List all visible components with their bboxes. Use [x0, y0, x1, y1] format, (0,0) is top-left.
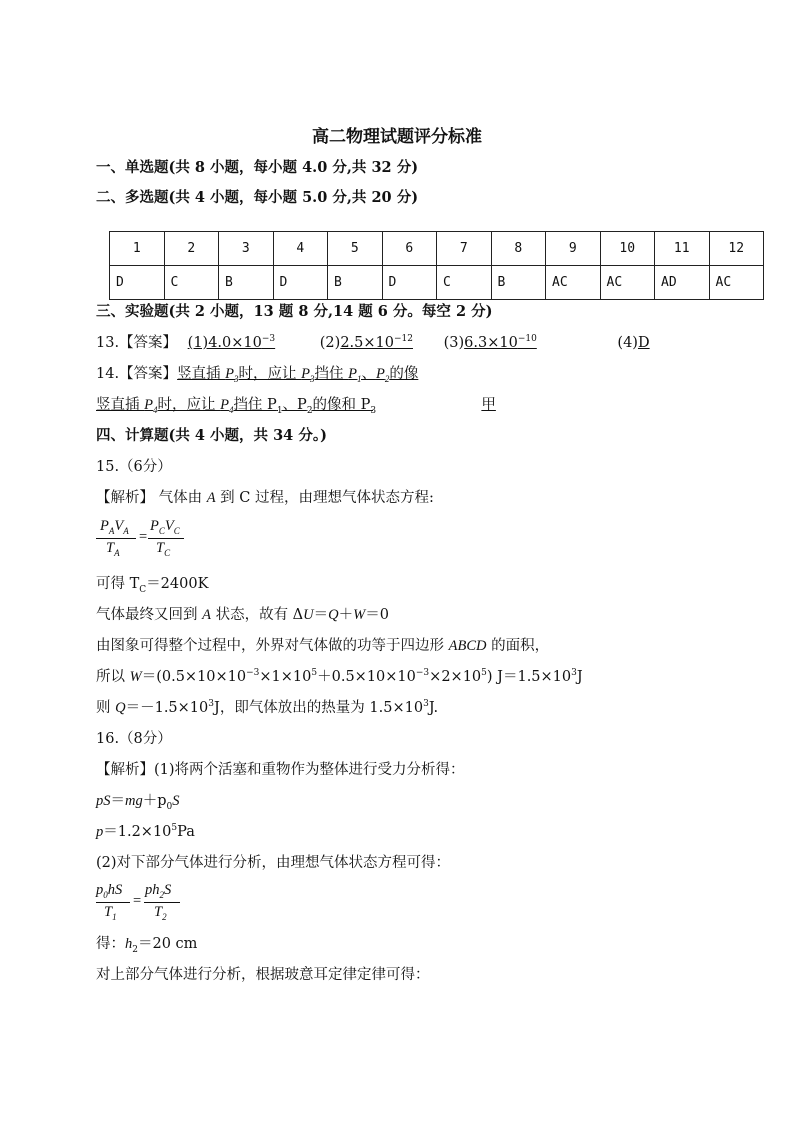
section-multi-choice: 二、多选题(共 4 小题，每小题 5.0 分,共 20 分)	[96, 189, 419, 206]
question-number: 5	[328, 232, 383, 266]
section-calculation: 四、计算题(共 4 小题，共 34 分。)	[96, 427, 327, 444]
q16-analysis-intro: 【解析】(1)将两个活塞和重物作为整体进行受力分析得：	[96, 762, 465, 778]
q13-answer-line	[96, 333, 650, 353]
q13-answer-2: $2.5\times 10^{-12}$	[340, 334, 413, 351]
q15-analysis-intro: 【解析】 气体由 A 到 C 过程，由理想气体状态方程:	[96, 490, 434, 506]
question-number: 8	[491, 232, 546, 266]
q15-work-area: 由图象可得整个过程中，外界对气体做的功等于四边形 ABCD 的面积，	[96, 638, 550, 654]
fraction-bar	[96, 902, 130, 903]
q13-answer-4-prefix: (4)	[617, 335, 638, 351]
question-number: 7	[437, 232, 492, 266]
question-number: 12	[709, 232, 764, 266]
fraction-bar	[148, 538, 184, 539]
question-number: 3	[219, 232, 274, 266]
q16-gas-equation	[96, 882, 196, 928]
answer-cell: AC	[600, 266, 655, 300]
q13-answer-3: $6.3\times 10^{-10}$	[464, 334, 537, 351]
question-number: 9	[546, 232, 601, 266]
question-number: 1	[110, 232, 165, 266]
q13-answer-3-prefix: (3)	[443, 335, 465, 351]
question-number: 6	[382, 232, 437, 266]
q14-answer-1: 竖直插 $P_3$时，应让 $P_3$挡住 $P_1$、$P_2$的像	[177, 366, 419, 384]
fraction-denominator: $T_C$	[156, 540, 171, 558]
answer-cell: C	[437, 266, 492, 300]
fraction-numerator: $ph_2S$	[145, 882, 172, 900]
fraction-numerator: $P_AV_A$	[100, 518, 129, 536]
q14-answer-line-1	[96, 364, 418, 384]
answer-cell: B	[491, 266, 546, 300]
answer-cell: B	[219, 266, 274, 300]
question-number: 10	[600, 232, 655, 266]
answer-cell: D	[382, 266, 437, 300]
q15-gas-equation	[96, 518, 196, 564]
fraction-bar	[144, 902, 180, 903]
q15-work-value: 所以 $W=(0.5\times 10\times 10^{-3}\times 1\times 10^5+0.5\times 10\times 10^{-3}\times 2\times 10^5)$ $J=1.5\times 10^3J$	[96, 668, 583, 685]
q13-answer-4: D	[637, 335, 650, 351]
answer-cell: B	[328, 266, 383, 300]
question-number: 4	[273, 232, 328, 266]
q16-heading: 16.（8分）	[96, 731, 172, 747]
q16-upper-gas-intro: 对上部分气体进行分析，根据玻意耳定律定律可得：	[96, 967, 430, 983]
answer-cell: C	[164, 266, 219, 300]
fraction-denominator: $T_2$	[154, 904, 167, 922]
q16-pressure-result: $p=1.2\times 10^5Pa$	[96, 823, 195, 840]
fraction-numerator: $p_0hS$	[96, 882, 123, 900]
answer-table-number-row	[110, 232, 764, 266]
fraction-denominator: $T_A$	[106, 540, 120, 558]
equals-sign: =	[139, 529, 148, 545]
q15-internal-energy: 气体最终又回到 A 状态，故有 ΔU＝Q＋W＝0	[96, 607, 389, 623]
q16-force-equation: $pS=mg+p_0S$	[96, 793, 180, 812]
equals-sign: =	[133, 893, 142, 909]
q14-label: 14.【答案】	[96, 366, 178, 382]
answer-cell: AD	[655, 266, 710, 300]
answer-table-answer-row	[110, 266, 764, 300]
q15-temperature-result: 可得 $T_C=2400K$	[96, 576, 209, 595]
answer-table	[109, 231, 764, 300]
q16-lower-gas-intro: (2)对下部分气体进行分析，由理想气体状态方程可得：	[96, 855, 451, 871]
q15-heading: 15.（6分）	[96, 459, 172, 475]
q16-height-result: 得：$h_2=20$ cm	[96, 936, 198, 955]
q13-label: 13.【答案】	[96, 335, 178, 351]
q14-answer-line-2	[96, 395, 502, 415]
q15-heat-result: 则 $Q=-1.5\times 10^3J$，即气体放出的热量为 $1.5\times 10^3J$.	[96, 699, 439, 716]
q13-answer-2-prefix: (2)	[319, 335, 341, 351]
answer-cell: D	[110, 266, 165, 300]
fraction-denominator: $T_1$	[104, 904, 117, 922]
q14-answer-3: 甲	[481, 397, 496, 413]
question-number: 11	[655, 232, 710, 266]
fraction-bar	[96, 538, 136, 539]
answer-cell: AC	[709, 266, 764, 300]
q13-answer-1: $(1)4.0\times 10^{-3}$	[187, 334, 276, 351]
fraction-numerator: $P_CV_C$	[150, 518, 180, 536]
answer-cell: AC	[546, 266, 601, 300]
section-experiment: 三、实验题(共 2 小题，13 题 8 分,14 题 6 分。每空 2 分)	[96, 303, 493, 320]
question-number: 2	[164, 232, 219, 266]
section-single-choice: 一、单选题(共 8 小题，每小题 4.0 分,共 32 分)	[96, 159, 419, 176]
q14-answer-2: 竖直插 $P_4$时，应让 $P_4$挡住 $P_1$、$P_2$的像和 $P_3$	[96, 397, 377, 416]
page-title: 高二物理试题评分标准	[312, 127, 482, 147]
answer-cell: D	[273, 266, 328, 300]
